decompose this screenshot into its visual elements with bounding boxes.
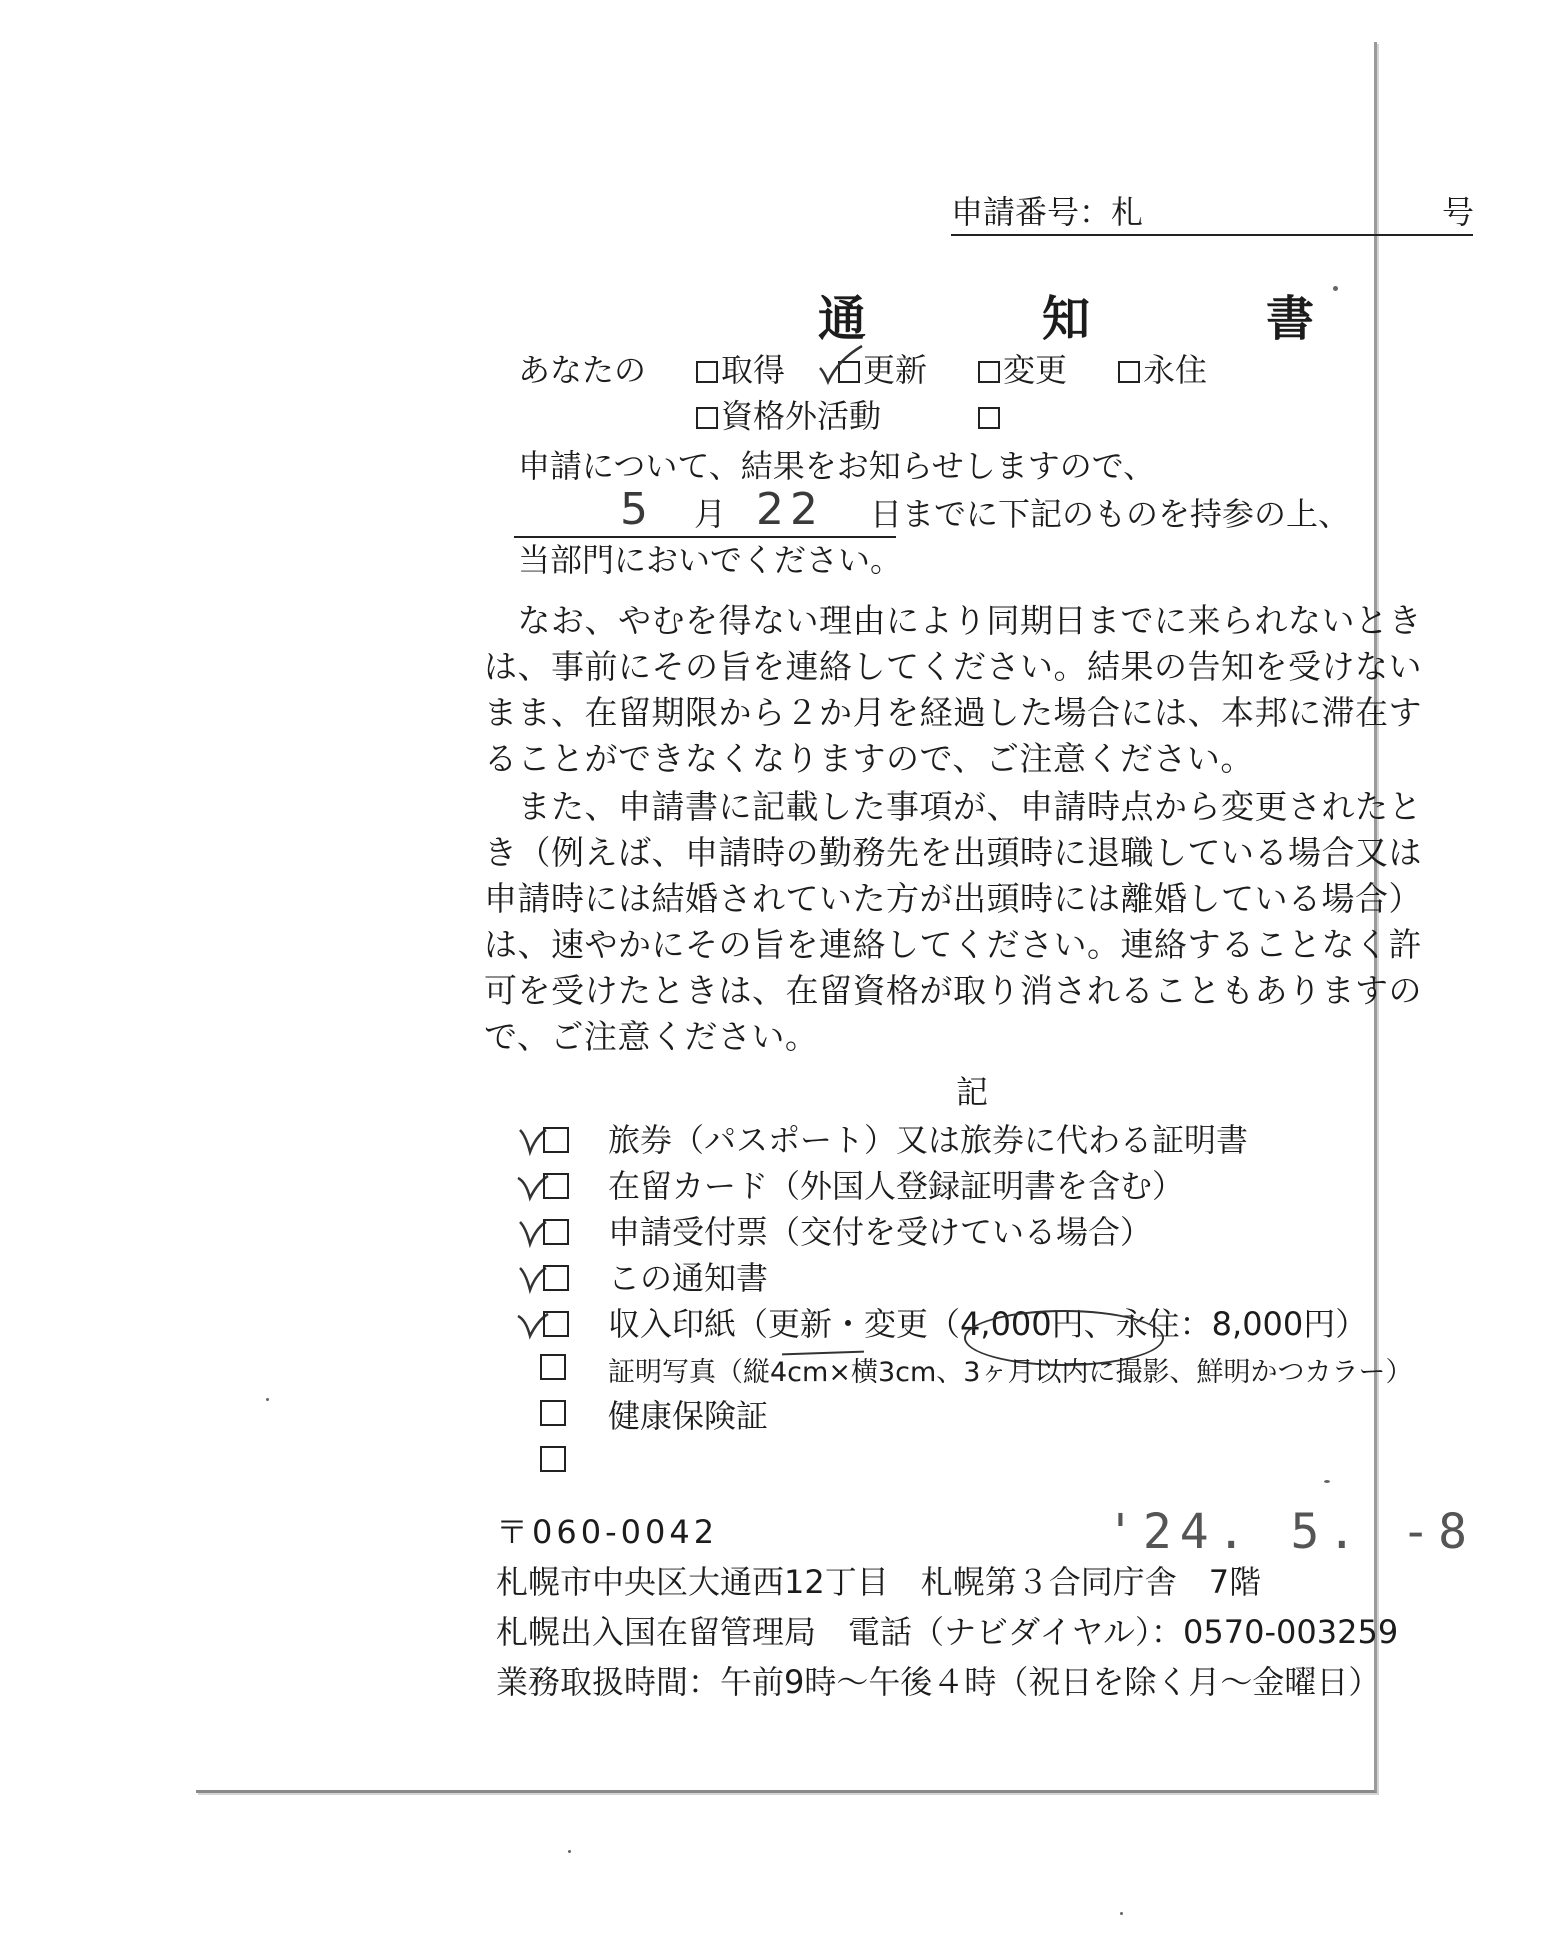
item-passport: 旅券（パスポート）又は旅券に代わる証明書 bbox=[608, 1121, 1249, 1159]
paragraph-deadline-notice bbox=[484, 598, 1422, 782]
office-hours: 業務取扱時間：午前9時〜午後４時（祝日を除く月〜金曜日） bbox=[496, 1663, 1381, 1701]
intro-line-1: 申請について、結果をお知らせしますので、 bbox=[518, 447, 1156, 485]
application-number-suffix: 号 bbox=[1442, 193, 1475, 231]
item-check-insurance bbox=[540, 1400, 569, 1428]
intro-line-3: 当部門においでください。 bbox=[518, 541, 903, 579]
option-blank bbox=[978, 396, 1003, 436]
paragraph-line: は、事前にその旨を連絡してください。結果の告知を受けない bbox=[484, 647, 1422, 686]
month-label: 月 bbox=[694, 495, 727, 533]
option-permanent: 永住 bbox=[1118, 350, 1207, 390]
scan-speck bbox=[1333, 286, 1338, 291]
checkbox-change bbox=[978, 361, 1000, 383]
application-number-line bbox=[951, 234, 1473, 236]
postal-code: 〒060-0042 bbox=[496, 1513, 719, 1551]
due-month: 5 bbox=[620, 484, 648, 535]
item-check-passport-icon bbox=[516, 1122, 576, 1158]
item-residence-card: 在留カード（外国人登録証明書を含む） bbox=[608, 1167, 1185, 1205]
paragraph-line: ることができなくなりますので、ご注意ください。 bbox=[484, 739, 1254, 778]
item-check-receipt-icon bbox=[516, 1214, 576, 1250]
paragraph-line: き（例えば、申請時の勤務先を出頭時に退職している場合又は bbox=[484, 833, 1422, 872]
scan-speck bbox=[568, 1850, 571, 1853]
due-day: 22 bbox=[756, 484, 824, 535]
checkbox-blank bbox=[978, 407, 1000, 429]
option-extra-activity: 資格外活動 bbox=[696, 396, 881, 436]
item-check-notice-icon bbox=[516, 1260, 576, 1296]
option-acquisition: 取得 bbox=[696, 350, 785, 390]
paragraph-line: まま、在留期限から２か月を経過した場合には、本邦に滞在す bbox=[484, 693, 1422, 732]
application-prefix: あなたの bbox=[518, 351, 647, 389]
notice-sheet bbox=[196, 42, 1475, 1793]
paragraph-line: また、申請書に記載した事項が、申請時点から変更されたと bbox=[484, 787, 1422, 826]
item-photo: 証明写真（縦4cm×横3cm、3ヶ月以内に撮影、鮮明かつカラー） bbox=[608, 1357, 1413, 1388]
scan-speck bbox=[1324, 1480, 1330, 1483]
paragraph-change-notice bbox=[484, 784, 1422, 1060]
item-health-insurance: 健康保険証 bbox=[608, 1397, 769, 1435]
paragraph-line: 可を受けたときは、在留資格が取り消されることもありますの bbox=[484, 971, 1422, 1010]
paragraph-line: は、速やかにその旨を連絡してください。連絡することなく許 bbox=[484, 925, 1422, 964]
scan-speck bbox=[266, 1398, 269, 1401]
office-address: 札幌市中央区大通西12丁目 札幌第３合同庁舎 7階 bbox=[496, 1563, 1262, 1601]
due-date-line bbox=[514, 536, 896, 538]
item-check-revenue-stamp-icon bbox=[516, 1306, 576, 1342]
item-receipt-slip: 申請受付票（交付を受けている場合） bbox=[608, 1213, 1153, 1251]
option-change: 変更 bbox=[978, 350, 1067, 390]
option-renewal: 更新 bbox=[838, 350, 927, 390]
item-check-residence-card-icon bbox=[516, 1168, 576, 1204]
item-check-blank bbox=[540, 1446, 569, 1474]
paragraph-line: 申請時には結婚されていた方が出頭時には離婚している場合） bbox=[484, 879, 1422, 918]
application-number-label: 申請番号：札 bbox=[951, 193, 1144, 231]
checkbox-permanent bbox=[1118, 361, 1140, 383]
item-check-photo bbox=[540, 1354, 569, 1382]
scan-speck bbox=[1120, 1912, 1123, 1915]
paragraph-line: なお、やむを得ない理由により同期日までに来られないとき bbox=[484, 601, 1422, 640]
intro-line-2: 日までに下記のものを持参の上、 bbox=[870, 495, 1351, 533]
received-date-stamp: '24. 5. -8 bbox=[1106, 1504, 1475, 1560]
paragraph-line: で、ご注意ください。 bbox=[484, 1017, 819, 1056]
checkbox-acquisition bbox=[696, 361, 718, 383]
item-this-notice: この通知書 bbox=[608, 1259, 769, 1297]
item-revenue-stamp: 収入印紙（更新・変更（4,000円、永住：8,000円） bbox=[608, 1305, 1368, 1343]
office-phone: 札幌出入国在留管理局 電話（ナビダイヤル）：0570-003259 bbox=[496, 1613, 1399, 1651]
renewal-check-mark-icon bbox=[816, 342, 876, 392]
checkbox-extra-activity bbox=[696, 407, 718, 429]
ki-heading: 記 bbox=[956, 1073, 989, 1111]
document-title: 通 知 書 bbox=[818, 291, 1379, 347]
